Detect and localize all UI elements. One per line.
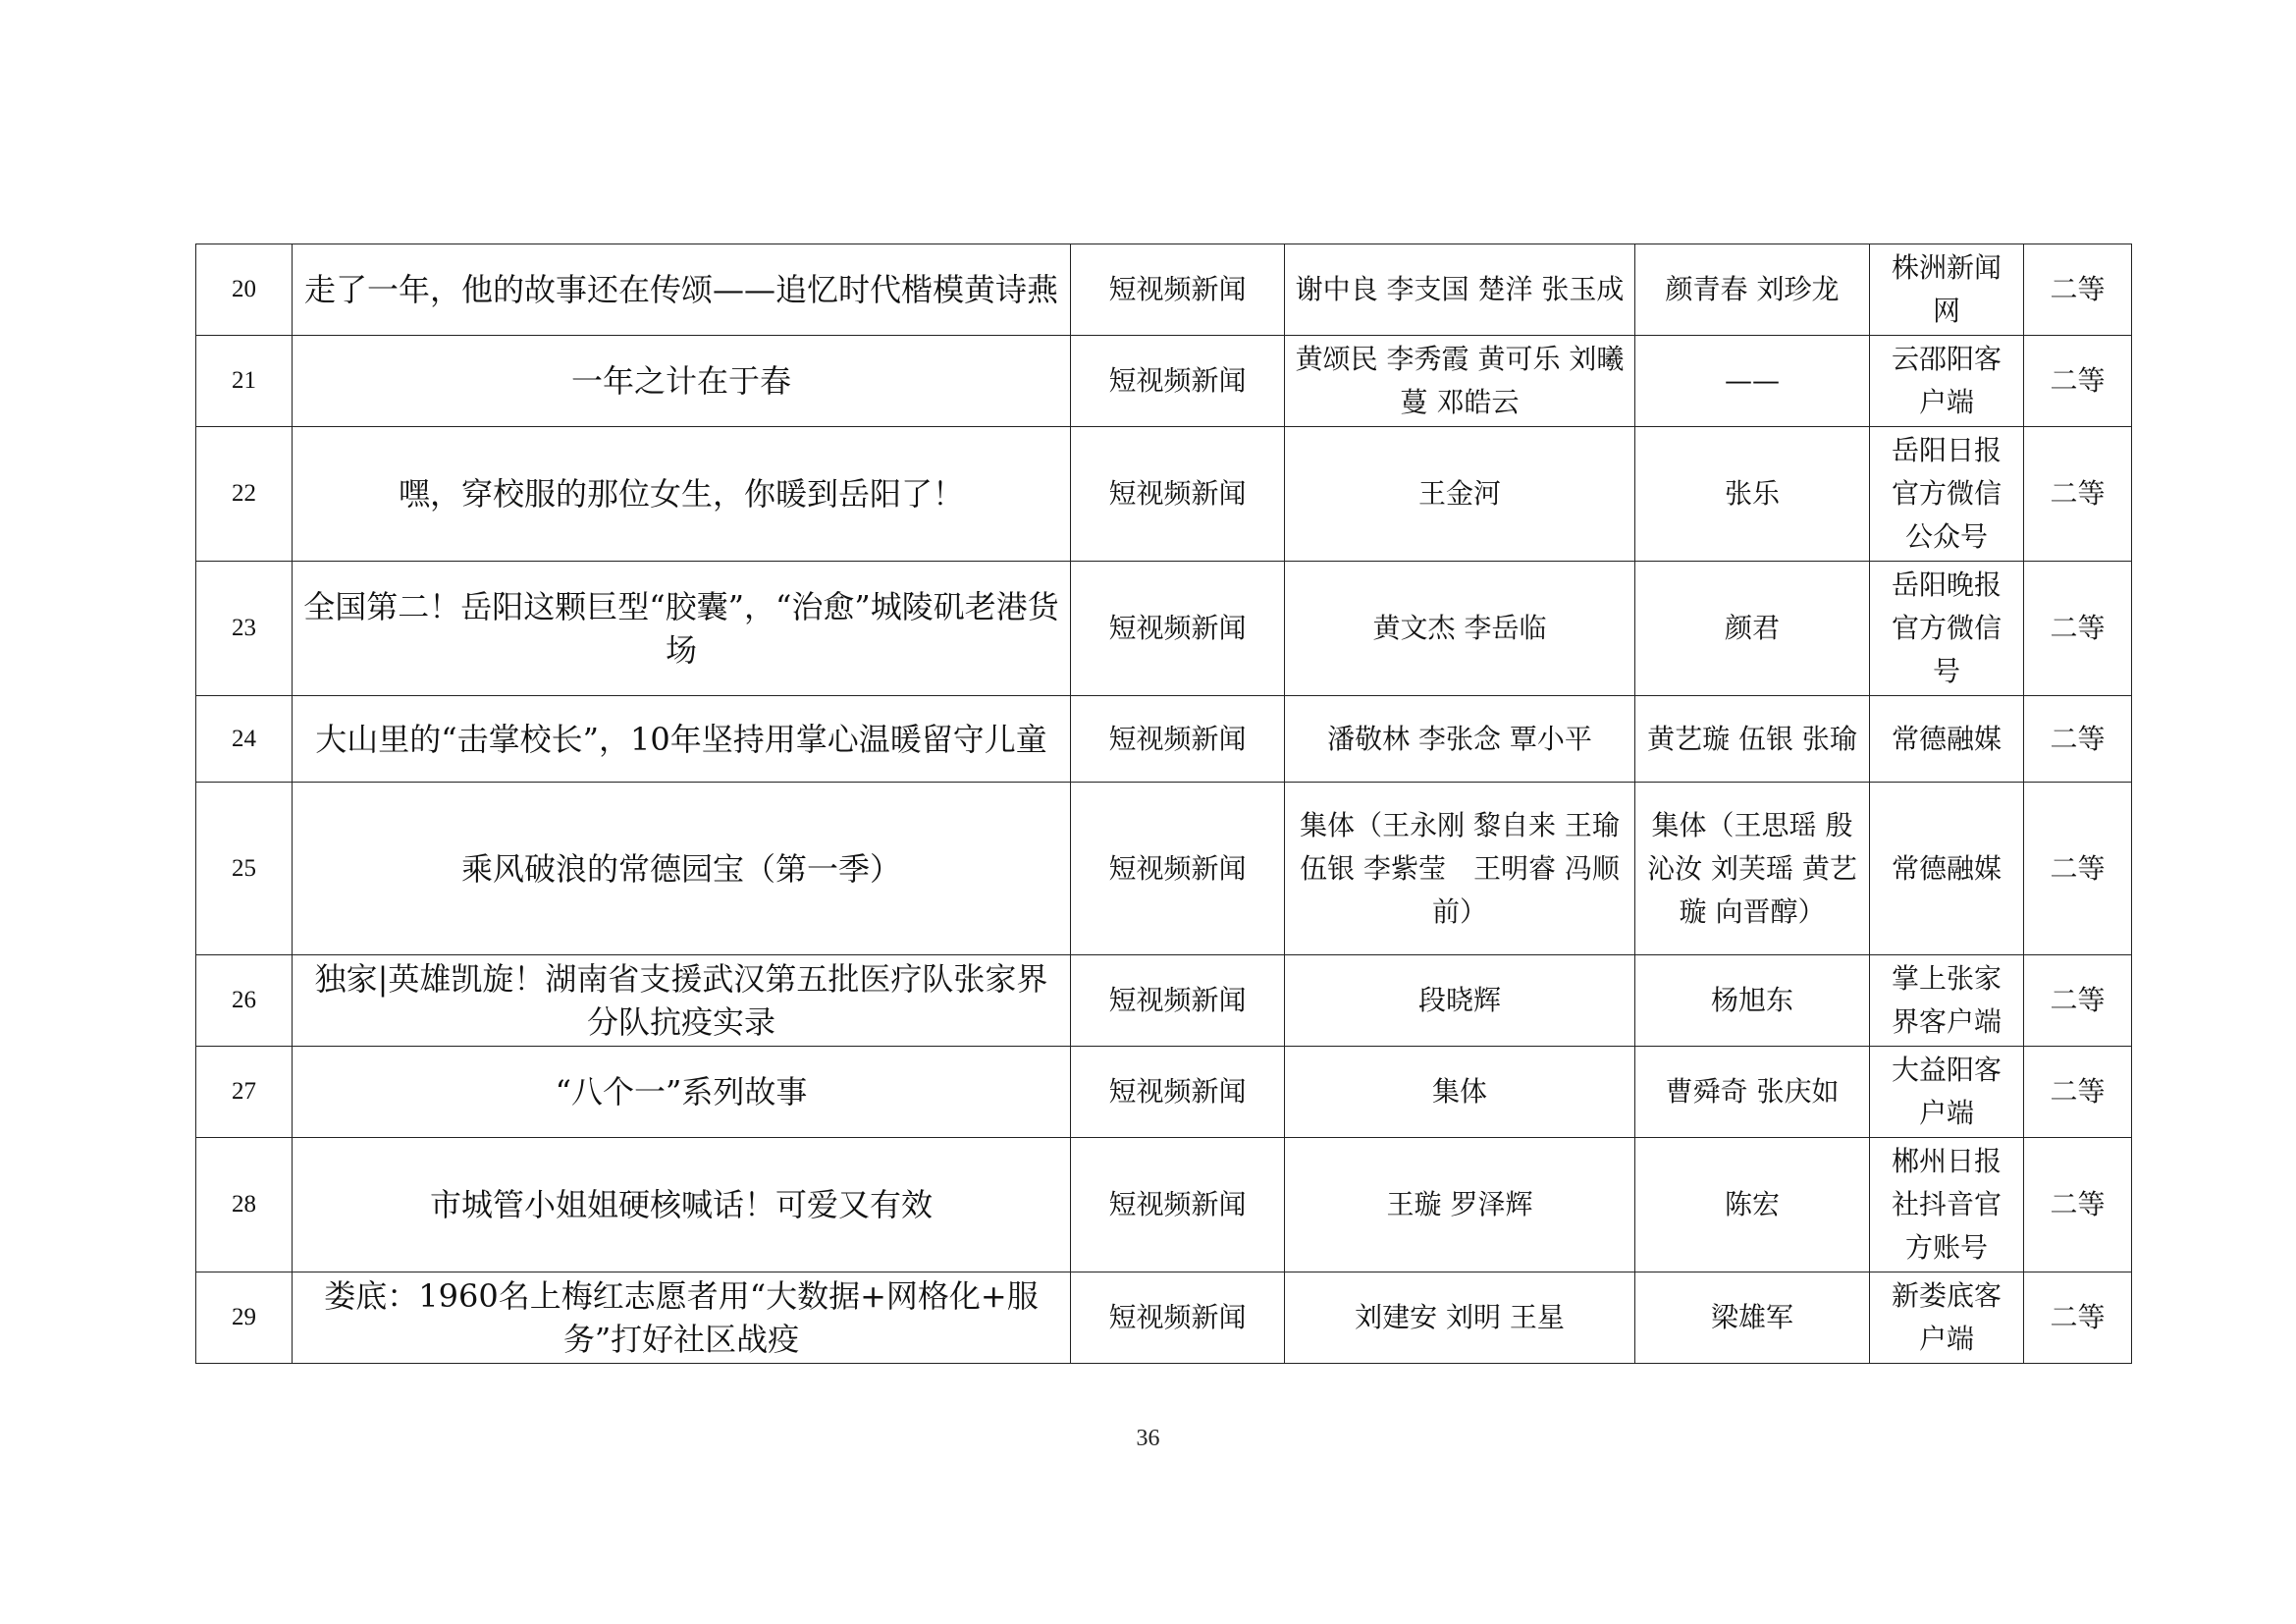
row-number: 28	[196, 1138, 293, 1272]
work-publisher: 岳阳晚报官方微信号	[1870, 562, 2024, 696]
work-title: 全国第二！岳阳这颗巨型“胶囊”，“治愈”城陵矶老港货场	[293, 562, 1071, 696]
work-category: 短视频新闻	[1071, 562, 1285, 696]
work-editors: 杨旭东	[1635, 955, 1870, 1047]
work-publisher: 常德融媒	[1870, 696, 2024, 783]
work-editors: 颜君	[1635, 562, 1870, 696]
award-level: 二等	[2024, 1047, 2132, 1138]
work-authors: 集体（王永刚 黎自来 王瑜 伍银 李紫莹 王明睿 冯顺前）	[1285, 783, 1635, 955]
work-title: 独家|英雄凯旋！湖南省支援武汉第五批医疗队张家界分队抗疫实录	[293, 955, 1071, 1047]
work-authors: 王璇 罗泽辉	[1285, 1138, 1635, 1272]
work-authors: 集体	[1285, 1047, 1635, 1138]
award-level: 二等	[2024, 336, 2132, 427]
work-authors: 刘建安 刘明 王星	[1285, 1272, 1635, 1364]
row-number: 22	[196, 427, 293, 562]
work-authors: 黄文杰 李岳临	[1285, 562, 1635, 696]
work-publisher: 大益阳客户端	[1870, 1047, 2024, 1138]
work-authors: 王金河	[1285, 427, 1635, 562]
table-row	[196, 1047, 2132, 1138]
award-level: 二等	[2024, 1138, 2132, 1272]
work-category: 短视频新闻	[1071, 244, 1285, 336]
work-title: 乘风破浪的常德园宝（第一季）	[293, 783, 1071, 955]
work-publisher: 新娄底客户端	[1870, 1272, 2024, 1364]
table-row	[196, 244, 2132, 336]
row-number: 25	[196, 783, 293, 955]
work-title: 市城管小姐姐硬核喊话！可爱又有效	[293, 1138, 1071, 1272]
page-number: 36	[1136, 1426, 1160, 1451]
table-row	[196, 783, 2132, 955]
award-level: 二等	[2024, 783, 2132, 955]
work-title: 大山里的“击掌校长”，10年坚持用掌心温暖留守儿童	[293, 696, 1071, 783]
work-category: 短视频新闻	[1071, 1047, 1285, 1138]
work-publisher: 郴州日报社抖音官方账号	[1870, 1138, 2024, 1272]
table-row	[196, 1138, 2132, 1272]
work-publisher: 岳阳日报官方微信公众号	[1870, 427, 2024, 562]
work-title: “八个一”系列故事	[293, 1047, 1071, 1138]
award-level: 二等	[2024, 244, 2132, 336]
work-category: 短视频新闻	[1071, 1138, 1285, 1272]
award-level: 二等	[2024, 696, 2132, 783]
work-category: 短视频新闻	[1071, 955, 1285, 1047]
work-category: 短视频新闻	[1071, 783, 1285, 955]
row-number: 23	[196, 562, 293, 696]
work-category: 短视频新闻	[1071, 427, 1285, 562]
work-editors: 黄艺璇 伍银 张瑜	[1635, 696, 1870, 783]
award-level: 二等	[2024, 955, 2132, 1047]
award-level: 二等	[2024, 562, 2132, 696]
work-editors: 颜青春 刘珍龙	[1635, 244, 1870, 336]
work-editors: ——	[1635, 336, 1870, 427]
table-row	[196, 955, 2132, 1047]
work-publisher: 株洲新闻网	[1870, 244, 2024, 336]
work-editors: 集体（王思瑶 殷沁汝 刘芙瑶 黄艺璇 向晋醇）	[1635, 783, 1870, 955]
work-editors: 陈宏	[1635, 1138, 1870, 1272]
work-title: 一年之计在于春	[293, 336, 1071, 427]
row-number: 24	[196, 696, 293, 783]
award-level: 二等	[2024, 1272, 2132, 1364]
award-level: 二等	[2024, 427, 2132, 562]
table-row	[196, 696, 2132, 783]
work-category: 短视频新闻	[1071, 336, 1285, 427]
work-authors: 潘敬林 李张念 覃小平	[1285, 696, 1635, 783]
work-authors: 谢中良 李支国 楚洋 张玉成	[1285, 244, 1635, 336]
table-body	[196, 244, 2132, 1364]
table-row	[196, 1272, 2132, 1364]
table-row	[196, 427, 2132, 562]
row-number: 26	[196, 955, 293, 1047]
work-title: 走了一年，他的故事还在传颂——追忆时代楷模黄诗燕	[293, 244, 1071, 336]
work-editors: 曹舜奇 张庆如	[1635, 1047, 1870, 1138]
row-number: 20	[196, 244, 293, 336]
work-authors: 黄颂民 李秀霞 黄可乐 刘曦蔓 邓皓云	[1285, 336, 1635, 427]
work-category: 短视频新闻	[1071, 1272, 1285, 1364]
work-publisher: 云邵阳客户端	[1870, 336, 2024, 427]
work-publisher: 掌上张家界客户端	[1870, 955, 2024, 1047]
work-editors: 张乐	[1635, 427, 1870, 562]
work-authors: 段晓辉	[1285, 955, 1635, 1047]
row-number: 29	[196, 1272, 293, 1364]
work-title: 娄底：1960名上梅红志愿者用“大数据+网格化+服务”打好社区战疫	[293, 1272, 1071, 1364]
table-row	[196, 562, 2132, 696]
work-title: 嘿，穿校服的那位女生，你暖到岳阳了！	[293, 427, 1071, 562]
row-number: 21	[196, 336, 293, 427]
work-category: 短视频新闻	[1071, 696, 1285, 783]
work-publisher: 常德融媒	[1870, 783, 2024, 955]
award-table	[195, 244, 2132, 1364]
work-editors: 梁雄军	[1635, 1272, 1870, 1364]
row-number: 27	[196, 1047, 293, 1138]
table-row	[196, 336, 2132, 427]
